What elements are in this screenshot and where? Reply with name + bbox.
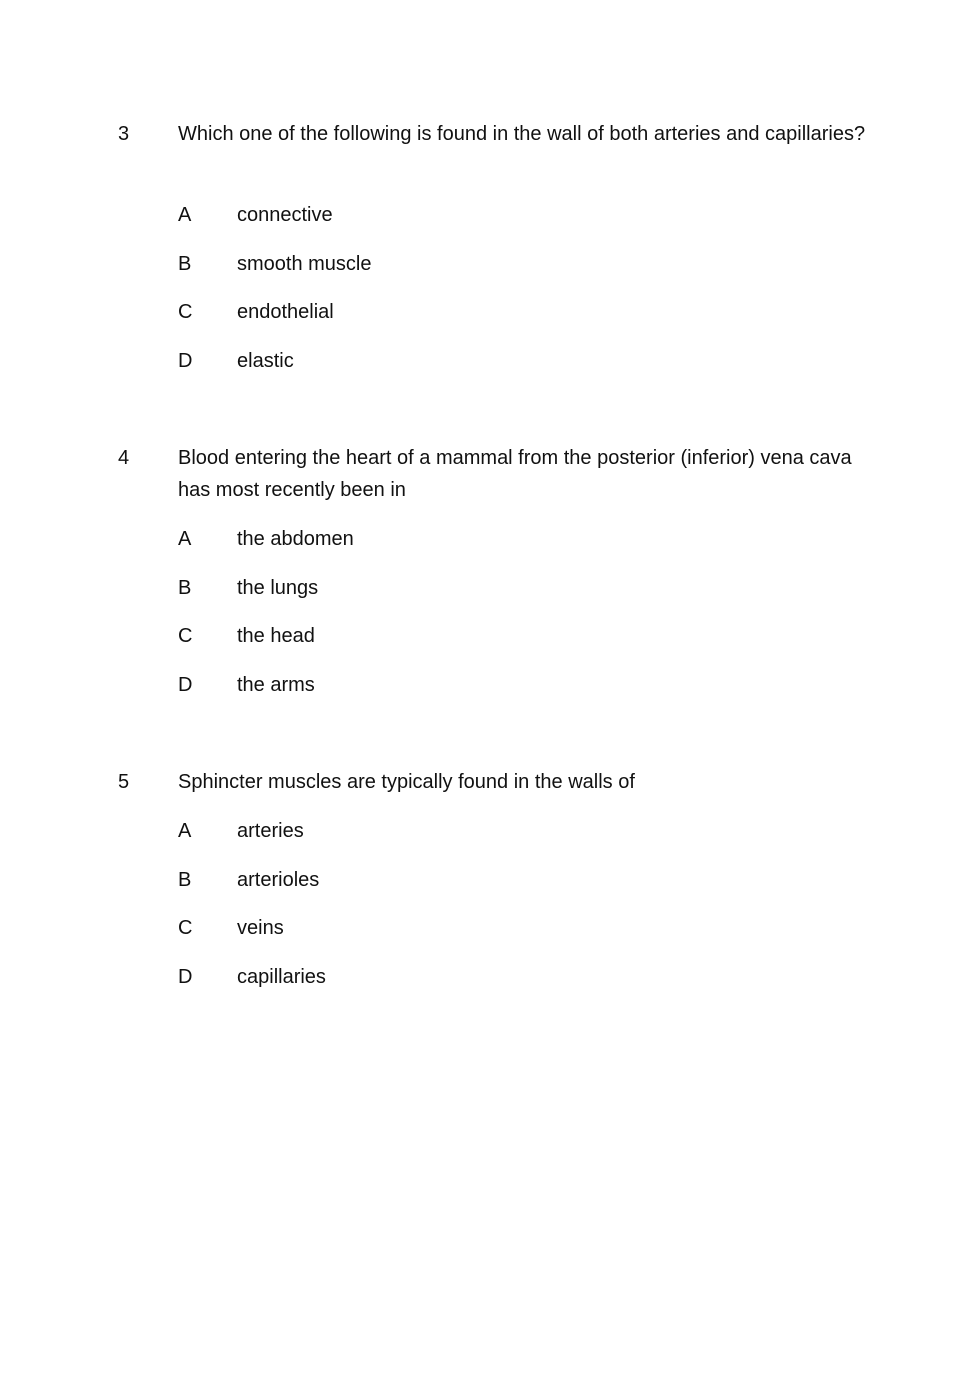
option-letter: B: [178, 252, 192, 275]
option-letter: B: [178, 576, 192, 599]
option-text: arterioles: [237, 868, 320, 891]
option-text: veins: [237, 917, 284, 940]
option-list: [178, 523, 778, 717]
option-text: elastic: [237, 349, 294, 372]
option-text: endothelial: [237, 301, 334, 324]
question-number: 3: [118, 123, 130, 145]
option-d[interactable]: [178, 669, 778, 718]
option-text: arteries: [237, 820, 304, 842]
option-text: the arms: [237, 673, 315, 696]
option-d[interactable]: [178, 345, 778, 394]
option-text: the head: [237, 625, 315, 648]
option-list: [178, 815, 778, 1009]
option-text: the abdomen: [237, 528, 354, 550]
option-text: connective: [237, 204, 333, 226]
option-c[interactable]: [178, 620, 778, 669]
option-letter: A: [178, 204, 192, 226]
option-b[interactable]: [178, 864, 778, 913]
option-c[interactable]: [178, 912, 778, 961]
option-letter: D: [178, 349, 193, 372]
option-d[interactable]: [178, 961, 778, 1010]
option-letter: A: [178, 528, 192, 550]
question-number: 4: [118, 447, 130, 469]
option-letter: C: [178, 301, 193, 324]
option-letter: A: [178, 820, 192, 842]
option-a[interactable]: [178, 199, 778, 248]
option-text: smooth muscle: [237, 252, 372, 275]
question-text: Which one of the following is found in the wall of both arteries and capillaries?: [178, 123, 866, 145]
option-letter: C: [178, 625, 193, 648]
option-letter: C: [178, 917, 193, 940]
question-text: Blood entering the heart of a mammal from the posterior (inferior) vena cava has most recently been in: [178, 447, 852, 501]
option-text: the lungs: [237, 576, 319, 599]
option-b[interactable]: [178, 248, 778, 297]
option-letter: B: [178, 868, 192, 891]
option-list: [178, 199, 778, 393]
question-number: 5: [118, 771, 130, 793]
option-c[interactable]: [178, 296, 778, 345]
question-text: Sphincter muscles are typically found in the walls of: [178, 771, 635, 793]
option-a[interactable]: [178, 815, 778, 864]
option-b[interactable]: [178, 572, 778, 621]
option-letter: D: [178, 673, 193, 696]
option-text: capillaries: [237, 965, 326, 988]
option-a[interactable]: [178, 523, 778, 572]
option-letter: D: [178, 965, 193, 988]
